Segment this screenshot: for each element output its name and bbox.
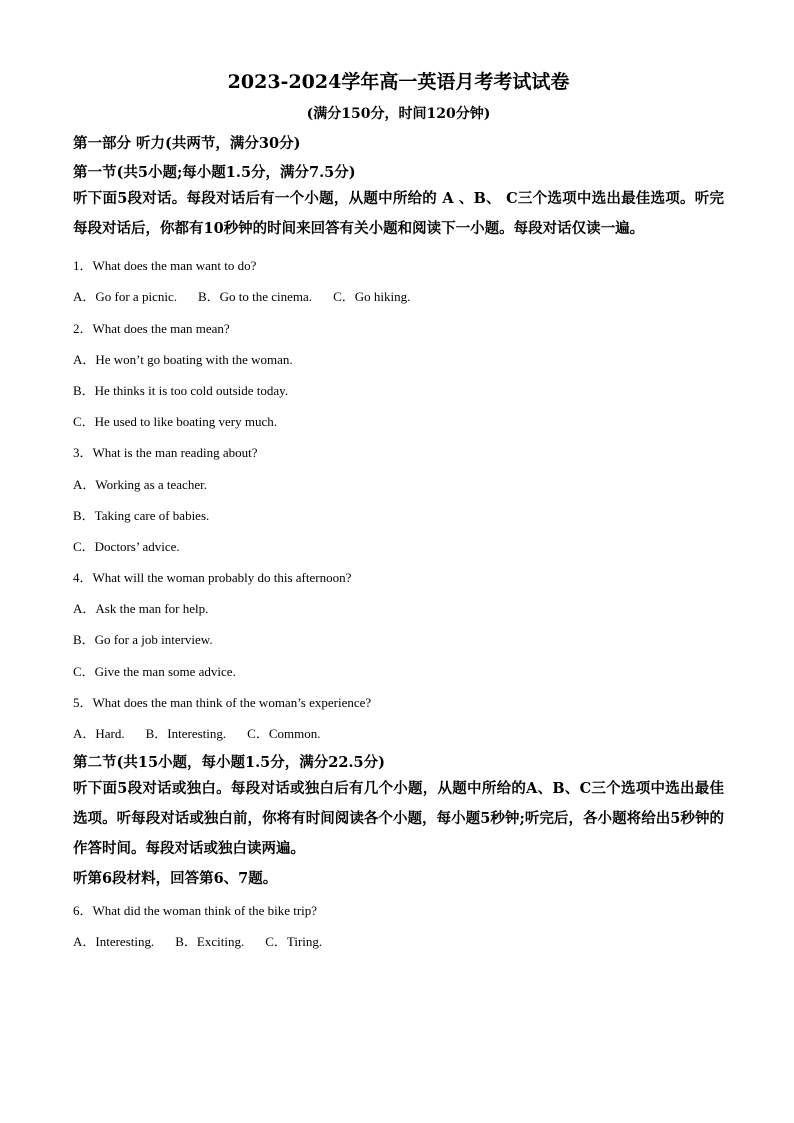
question-1-stem: 1．What does the man want to do?	[73, 258, 257, 274]
question-1-option-a: A．Go for a picnic.	[73, 289, 177, 305]
question-2-stem: 2．What does the man mean?	[73, 320, 230, 336]
question-2-option-a: A．He won’t go boating with the woman.	[73, 351, 293, 367]
question-6-option-c: C．Tiring.	[265, 934, 323, 950]
question-3-option-c: C．Doctors’ advice.	[73, 538, 180, 554]
question-1-options	[73, 288, 724, 306]
section2-heading: 第二节(共15小题，每小题1.5分，满分22.5分)	[73, 754, 385, 771]
question-3-option-a: A．Working as a teacher.	[73, 476, 207, 492]
question-4-option-b: B．Go for a job interview.	[73, 632, 213, 648]
section1-heading: 第一节(共5小题;每小题1.5分，满分7.5分)	[73, 164, 356, 181]
exam-subtitle: (满分150分，时间120分钟)	[306, 106, 491, 122]
question-5-option-b: B．Interesting.	[145, 726, 227, 741]
question-6-stem: 6．What did the woman think of the bike trip?	[73, 903, 318, 919]
material-6-heading: 听第6段材料，回答第6、7题。	[73, 870, 278, 887]
question-5-option-c: C．Common.	[247, 726, 321, 741]
section2-instruction: 听下面5段对话或独白。每段对话或独白后有几个小题，从题中所给的A、B、C三个选项中选出最佳选项。听每段对话或独白前，你将有时间阅读各个小题，每小题5秒钟;听完后，各小题将给出5秒钟的作答时间。每段对话或独白读两遍。	[73, 780, 724, 857]
question-5-options	[73, 725, 724, 743]
question-6-option-b: B．Exciting.	[175, 934, 245, 950]
question-4-option-a: A．Ask the man for help.	[73, 601, 209, 617]
question-2-option-b: B．He thinks it is too cold outside today.	[73, 382, 289, 398]
question-5-stem: 5．What does the man think of the woman’s experience?	[73, 694, 372, 710]
question-4-stem: 4．What will the woman probably do this afternoon?	[73, 570, 352, 586]
question-3-stem: 3．What is the man reading about?	[73, 445, 258, 461]
question-1-option-c: C．Go hiking.	[333, 289, 411, 305]
question-2-option-c: C．He used to like boating very much.	[73, 414, 277, 430]
part1-heading: 第一部分 听力(共两节，满分30分)	[73, 135, 301, 152]
exam-title: 2023-2024学年高一英语月考考试试卷	[227, 71, 570, 93]
question-1-option-b: B．Go to the cinema.	[197, 289, 313, 305]
question-4-option-c: C．Give the man some advice.	[73, 663, 236, 679]
question-6-option-a: A．Interesting.	[73, 934, 155, 950]
section1-instruction: 听下面5段对话。每段对话后有一个小题，从题中所给的 A 、B、 C三个选项中选出最佳选项。听完每段对话后，你都有10秒钟的时间来回答有关小题和阅读下一小题。每段对话仅读一遍。	[73, 190, 724, 237]
question-5-option-a: A．Hard.	[73, 726, 125, 741]
question-3-option-b: B．Taking care of babies.	[73, 507, 210, 523]
question-6-options	[73, 933, 724, 951]
